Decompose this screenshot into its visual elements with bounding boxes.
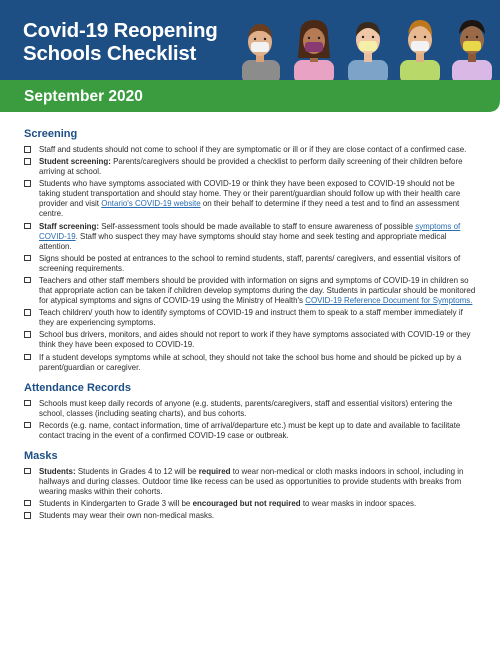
date-label: September 2020 (24, 88, 143, 105)
list-item: Teach children/ youth how to identify symptoms of COVID-19 and instruct them to speak to a staff member immediately if they are experiencing symptoms. (24, 308, 476, 328)
checkbox[interactable] (24, 331, 31, 338)
checkbox[interactable] (24, 400, 31, 407)
checkbox[interactable] (24, 180, 31, 187)
checkbox[interactable] (24, 255, 31, 262)
list-item: If a student develops symptoms while at school, they should not take the school bus home and should be picked up by a parent/guardian or caregiver. (24, 353, 476, 373)
checkbox[interactable] (24, 309, 31, 316)
list-item: Schools must keep daily records of anyone (e.g. students, parents/caregivers, staff and essential visitors) entering the school, classes (including seating charts), and bus cohorts. (24, 399, 476, 419)
list-item: Students may wear their own non-medical masks. (24, 511, 476, 521)
list-item: Students in Kindergarten to Grade 3 will be encouraged but not required to wear masks in indoor spaces. (24, 499, 476, 509)
list-item: Teachers and other staff members should be provided with information on signs and symptoms of COVID-19 in children so that appropriate action can be taken if children develop symptoms during the day. Students in particular should be monitored for atypical symptoms and signs of COVID-19 using the Ministry of Health's COVID-19 Reference Document for Symptoms. (24, 276, 476, 306)
list-item: Students who have symptoms associated with COVID-19 or think they have been exposed to COVID-19 should not be taking student transportation and should stay home. They or their parent/guardian should follow up with their health care provider and visit Ontario's COVID-19 website on their behalf to determine if they need a test and to find an assessment centre. (24, 179, 476, 219)
reference-document-link[interactable]: COVID-19 Reference Document for Symptoms. (305, 295, 473, 305)
ontario-covid-website-link[interactable]: Ontario's COVID-19 website (101, 199, 201, 209)
checkbox[interactable] (24, 512, 31, 519)
list-item: Signs should be posted at entrances to the school to remind students, staff, parents/ caregivers, and essential visitors of screening requirements. (24, 254, 476, 274)
list-item: Staff screening: Self-assessment tools should be made available to staff to ensure awareness of possible symptoms of COVID-19. Staff who suspect they may have symptoms should stay home and seek testing and appropriate medical attention. (24, 222, 476, 252)
section-heading: Screening (24, 128, 78, 140)
checklist (24, 467, 476, 521)
list-item: School bus drivers, monitors, and aides should not report to work if they have symptoms associated with COVID-19 or they think they have been exposed to COVID-19. (24, 330, 476, 350)
checkbox[interactable] (24, 277, 31, 284)
checklist (24, 145, 476, 373)
child-3 (348, 22, 388, 82)
list-item: Staff and students should not come to school if they are symptomatic or ill or if they are close contact of a confirmed case. (24, 145, 476, 155)
checklist (24, 399, 476, 441)
checklist-content (24, 128, 476, 530)
symptoms-link[interactable]: symptoms of COVID-19 (39, 221, 461, 241)
checkbox[interactable] (24, 354, 31, 361)
children-illustration (238, 14, 500, 82)
section-heading: Attendance Records (24, 381, 131, 394)
child-5 (452, 20, 492, 82)
checkbox[interactable] (24, 422, 31, 429)
checkbox[interactable] (24, 146, 31, 153)
section-masks (24, 450, 476, 521)
checkbox[interactable] (24, 223, 31, 230)
checkbox[interactable] (24, 158, 31, 165)
section-screening (24, 128, 476, 373)
title-line-1: Covid-19 Reopening (23, 19, 218, 42)
list-item: Student screening: Parents/caregivers should be provided a checklist to perform daily screening of their children before arriving at school. (24, 157, 476, 177)
list-item: Records (e.g. name, contact information, time of arrival/departure etc.) must be kept up to date and available to facilitate contact tracing in the event of a confirmed COVID-19 case or outbreak. (24, 421, 476, 441)
section-heading: Masks (24, 449, 58, 462)
list-item: Students: Students in Grades 4 to 12 will be required to wear non-medical or cloth masks indoors in school, including in hallways and during classes. Outdoor time like recess can be used as opportunities to provide students with breaks from wearing masks within their cohorts. (24, 467, 476, 497)
checkbox[interactable] (24, 468, 31, 475)
page-title (23, 19, 218, 65)
child-4 (400, 20, 440, 82)
section-attendance-records (24, 382, 476, 441)
title-line-2: Schools Checklist (23, 42, 197, 65)
child-1 (242, 24, 280, 82)
child-2 (294, 20, 334, 82)
checkbox[interactable] (24, 500, 31, 507)
